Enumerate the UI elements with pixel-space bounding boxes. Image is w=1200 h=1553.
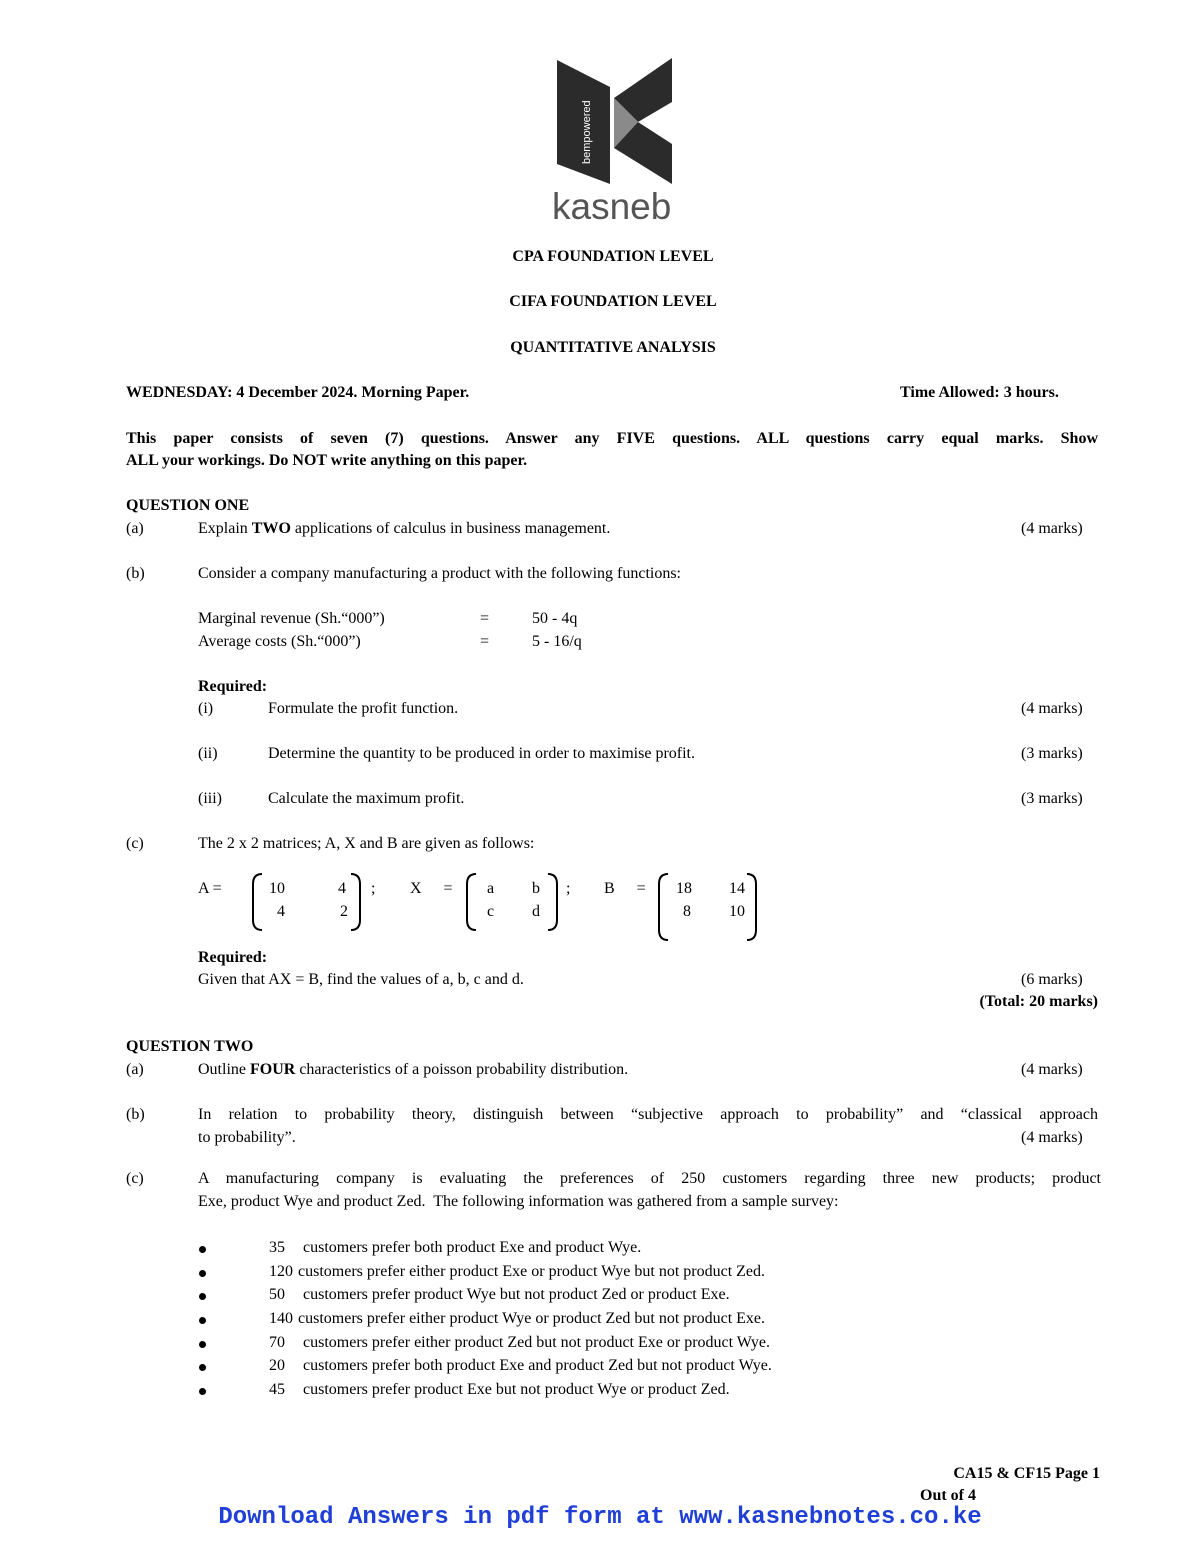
logo-brand-text: kasneb xyxy=(552,186,672,227)
q1-c-required: Required: xyxy=(198,949,268,966)
matrix-x-11: a xyxy=(487,880,495,897)
bullet-text: customers prefer either product Wye or product Zed but not product Exe. xyxy=(298,1310,766,1327)
q1-b-i-text: Formulate the profit function. xyxy=(268,700,459,717)
bullet-text: customers prefer product Exe but not product Wye or product Zed. xyxy=(303,1381,730,1398)
matrix-b-11: 18 xyxy=(676,880,692,897)
question-two-title: QUESTION TWO xyxy=(126,1038,254,1055)
q2-a-marks: (4 marks) xyxy=(1021,1061,1083,1078)
matrix-b-right-bracket xyxy=(745,872,759,942)
q1-c-label: (c) xyxy=(126,835,144,852)
average-costs-equals: = xyxy=(480,633,490,650)
matrix-b-left-bracket xyxy=(656,872,670,942)
matrix-x-22: d xyxy=(532,903,540,920)
bullet-number: 120 xyxy=(269,1263,293,1280)
matrix-b-22: 10 xyxy=(729,903,745,920)
list-item xyxy=(0,1309,1200,1333)
q1-a-label: (a) xyxy=(126,520,144,537)
bullet-icon xyxy=(199,1270,206,1277)
matrix-separator-2: ; xyxy=(566,880,571,897)
matrix-x-left-bracket xyxy=(464,872,478,932)
kasneb-logo-mark xyxy=(548,52,680,192)
matrix-b-12: 14 xyxy=(729,880,745,897)
q2-a-text: Outline FOUR characteristics of a poisson probability distribution. xyxy=(198,1061,629,1078)
kasneb-logo xyxy=(548,52,680,227)
matrix-a-21: 4 xyxy=(277,903,285,920)
list-item xyxy=(0,1356,1200,1380)
instructions-line-2: ALL your workings. Do NOT write anything on this paper. xyxy=(126,452,528,469)
q1-b-i-marks: (4 marks) xyxy=(1021,700,1083,717)
matrix-a-22: 2 xyxy=(340,903,348,920)
level-heading-cpa: CPA FOUNDATION LEVEL xyxy=(512,248,714,265)
bullet-number: 20 xyxy=(269,1357,285,1374)
q1-b-i-label: (i) xyxy=(198,700,214,717)
bullet-number: 35 xyxy=(269,1239,285,1256)
matrix-x-12: b xyxy=(532,880,540,897)
q1-c-text: The 2 x 2 matrices; A, X and B are given as follows: xyxy=(198,835,535,852)
list-item xyxy=(0,1333,1200,1357)
list-item xyxy=(0,1285,1200,1309)
q1-b-ii-text: Determine the quantity to be produced in order to maximise profit. xyxy=(268,745,695,762)
q1-b-ii-marks: (3 marks) xyxy=(1021,745,1083,762)
survey-bullet-list xyxy=(0,1238,1200,1408)
bullet-text: customers prefer either product Exe or product Wye but not product Zed. xyxy=(298,1263,766,1280)
bullet-text: customers prefer product Wye but not product Zed or product Exe. xyxy=(303,1286,730,1303)
instructions-line-1: This paper consists of seven (7) questions. Answer any FIVE questions. ALL questions carry equal marks. Show xyxy=(126,430,1098,447)
q1-b-text: Consider a company manufacturing a product with the following functions: xyxy=(198,565,681,582)
q1-b-label: (b) xyxy=(126,565,145,582)
q1-b-required: Required: xyxy=(198,678,268,695)
bullet-icon xyxy=(199,1341,206,1348)
q1-c-requirement: Given that AX = B, find the values of a, b, c and d. xyxy=(198,971,524,988)
average-costs-value: 5 - 16/q xyxy=(532,633,582,650)
q1-b-iii-label: (iii) xyxy=(198,790,222,807)
bullet-number: 140 xyxy=(269,1310,293,1327)
subject-heading: QUANTITATIVE ANALYSIS xyxy=(510,339,716,356)
page-number: CA15 & CF15 Page 1 xyxy=(953,1465,1100,1482)
matrix-b-21: 8 xyxy=(683,903,691,920)
matrix-a-12: 4 xyxy=(338,880,346,897)
bullet-icon xyxy=(199,1246,206,1253)
matrix-b-label: B = xyxy=(604,880,646,897)
bullet-icon xyxy=(199,1388,206,1395)
list-item xyxy=(0,1380,1200,1404)
exam-date: WEDNESDAY: 4 December 2024. Morning Paper. xyxy=(126,384,470,401)
q2-c-text-line-2: Exe, product Wye and product Zed. The following information was gathered from a sample survey: xyxy=(198,1193,839,1210)
q2-b-label: (b) xyxy=(126,1106,145,1123)
q1-c-marks: (6 marks) xyxy=(1021,971,1083,988)
q1-a-marks: (4 marks) xyxy=(1021,520,1083,537)
list-item xyxy=(0,1238,1200,1262)
time-allowed: Time Allowed: 3 hours. xyxy=(900,384,1059,401)
matrix-x-label: X = xyxy=(410,880,453,897)
q1-total-marks: (Total: 20 marks) xyxy=(979,993,1098,1010)
logo-tagline: bempowered xyxy=(581,100,593,164)
q1-b-iii-marks: (3 marks) xyxy=(1021,790,1083,807)
bullet-icon xyxy=(199,1364,206,1371)
matrix-x-right-bracket xyxy=(546,872,560,932)
marginal-revenue-equals: = xyxy=(480,610,490,627)
bullet-number: 50 xyxy=(269,1286,285,1303)
list-item xyxy=(0,1262,1200,1286)
average-costs-label: Average costs (Sh.“000”) xyxy=(198,633,361,650)
marginal-revenue-value: 50 - 4q xyxy=(532,610,578,627)
matrix-a-11: 10 xyxy=(269,880,285,897)
bullet-icon xyxy=(199,1317,206,1324)
marginal-revenue-label: Marginal revenue (Sh.“000”) xyxy=(198,610,385,627)
q1-b-iii-text: Calculate the maximum profit. xyxy=(268,790,465,807)
bullet-text: customers prefer either product Zed but not product Exe or product Wye. xyxy=(303,1334,771,1351)
matrix-x-21: c xyxy=(487,903,495,920)
download-answers-link[interactable]: Download Answers in pdf form at www.kasnebnotes.co.ke xyxy=(218,1504,982,1531)
question-one-title: QUESTION ONE xyxy=(126,497,250,514)
bullet-number: 45 xyxy=(269,1381,285,1398)
q1-b-ii-label: (ii) xyxy=(198,745,218,762)
q2-c-label: (c) xyxy=(126,1170,144,1187)
bullet-text: customers prefer both product Exe and product Zed but not product Wye. xyxy=(303,1357,772,1374)
matrix-a-left-bracket xyxy=(250,872,264,932)
q2-a-label: (a) xyxy=(126,1061,144,1078)
matrix-separator-1: ; xyxy=(371,880,376,897)
matrix-a-label: A = xyxy=(198,880,222,897)
level-heading-cifa: CIFA FOUNDATION LEVEL xyxy=(509,293,717,310)
q2-c-text-line-1: A manufacturing company is evaluating the preferences of 250 customers regarding three new products; product xyxy=(198,1170,1101,1187)
q2-b-marks: (4 marks) xyxy=(1021,1129,1083,1146)
matrix-a-right-bracket xyxy=(349,872,363,932)
q2-b-text-line-1: In relation to probability theory, distinguish between “subjective approach to probability” and “classical approach xyxy=(198,1106,1098,1123)
matrix-equation xyxy=(0,870,1200,945)
bullet-icon xyxy=(199,1293,206,1300)
bullet-text: customers prefer both product Exe and product Wye. xyxy=(303,1239,642,1256)
page-out-of: Out of 4 xyxy=(920,1487,976,1504)
q2-b-text-line-2: to probability”. xyxy=(198,1129,296,1146)
q1-a-text: Explain TWO applications of calculus in business management. xyxy=(198,520,611,537)
bullet-number: 70 xyxy=(269,1334,285,1351)
